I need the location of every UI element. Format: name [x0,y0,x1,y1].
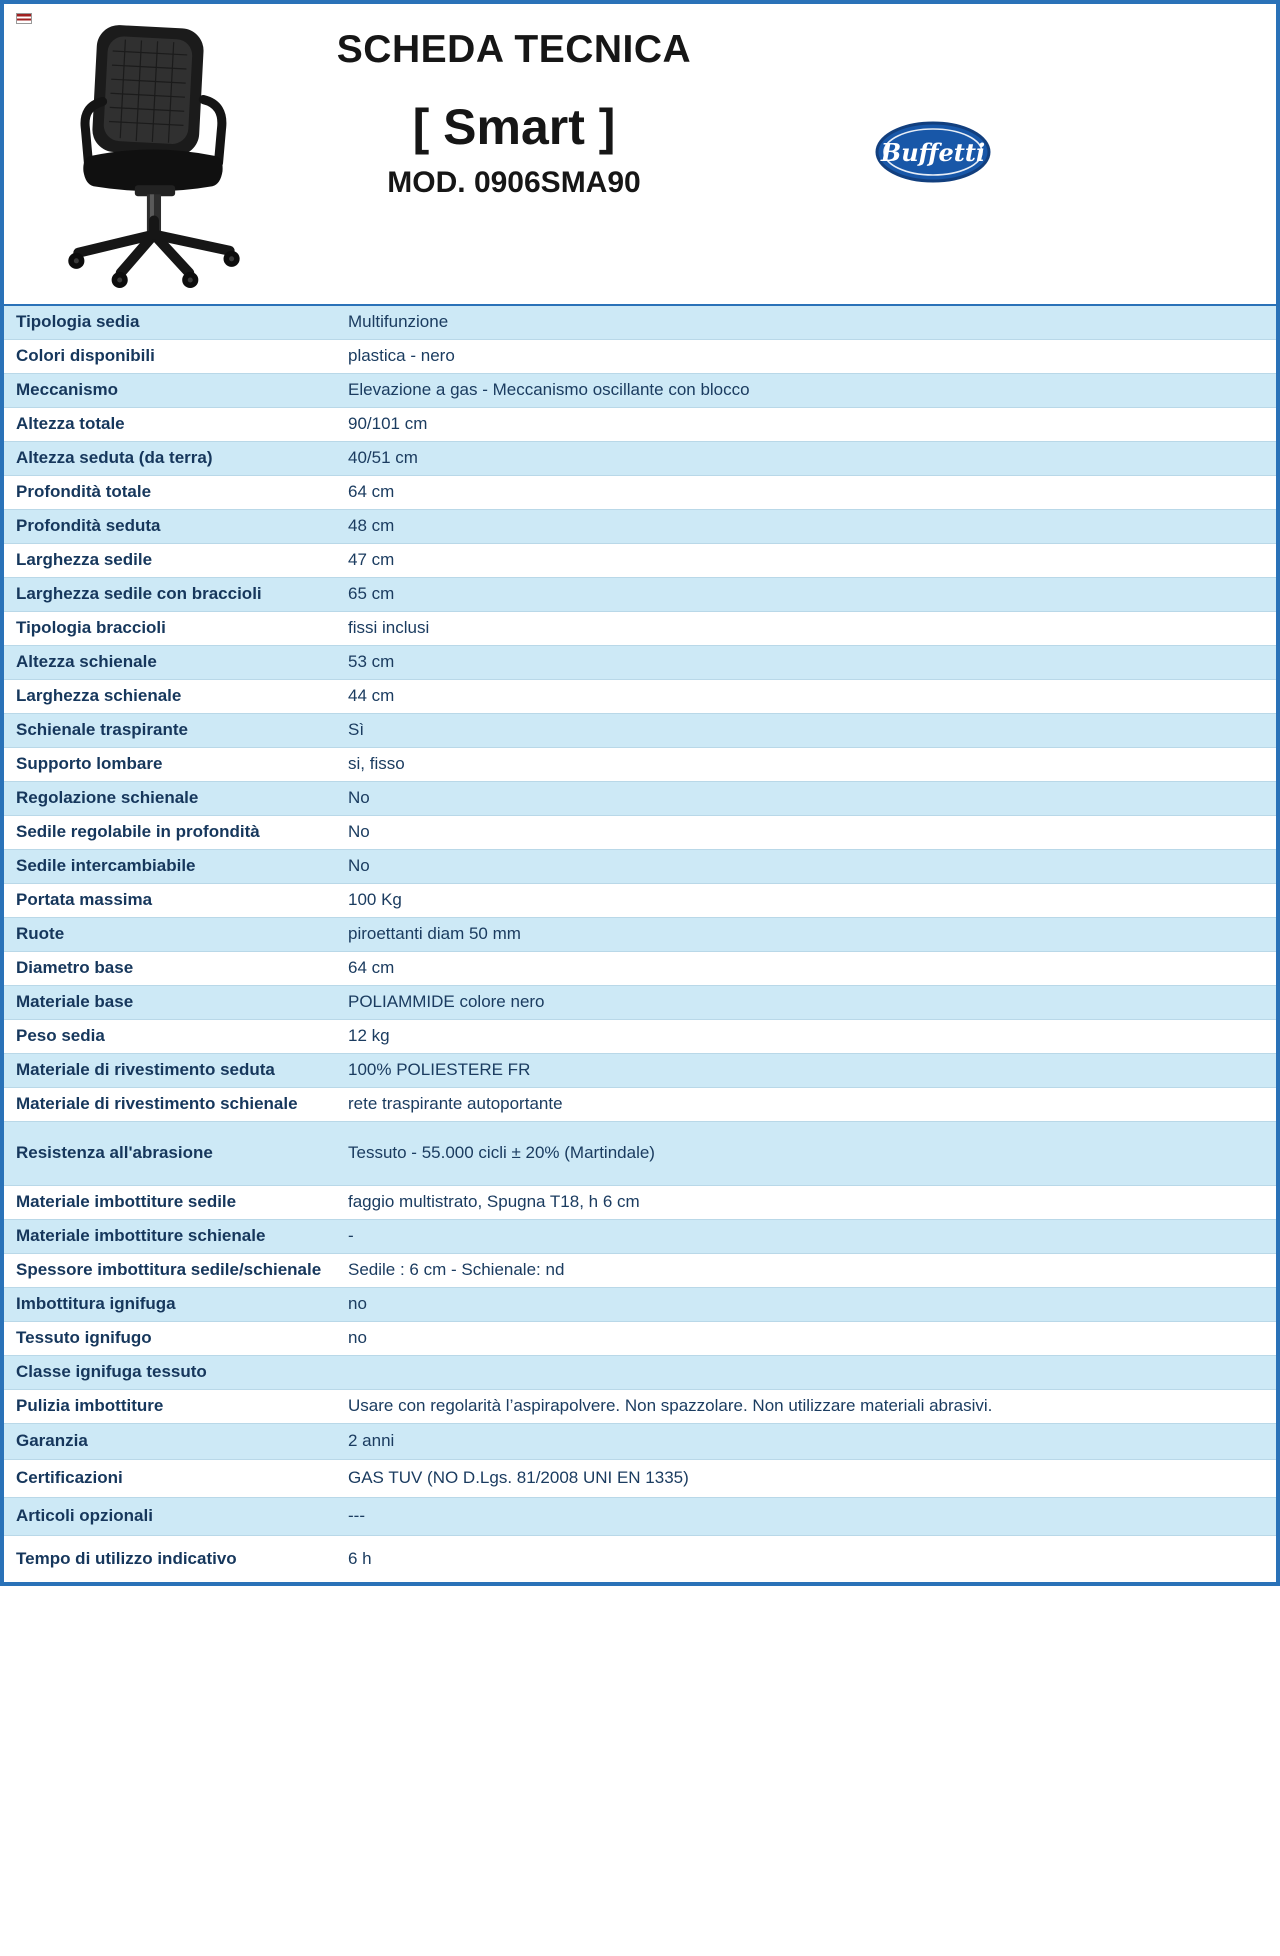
table-row [4,578,1276,612]
spec-value: No [348,788,370,808]
spec-value: 100 Kg [348,890,402,910]
spec-value: 65 cm [348,584,395,604]
spec-label: Meccanismo [16,380,119,400]
table-row [4,340,1276,374]
spec-value: faggio multistrato, Spugna T18, h 6 cm [348,1192,640,1212]
table-row [4,1322,1276,1356]
spec-label: Colori disponibili [16,346,155,366]
table-row [4,1356,1276,1390]
spec-value: rete traspirante autoportante [348,1094,563,1114]
table-row [4,1390,1276,1424]
buffetti-logo [874,120,992,184]
spec-value: No [348,822,370,842]
spec-label: Peso sedia [16,1026,105,1046]
table-row [4,884,1276,918]
table-row [4,1254,1276,1288]
spec-value: Elevazione a gas - Meccanismo oscillante con blocco [348,380,750,400]
spec-label: Pulizia imbottiture [16,1396,164,1416]
table-row [4,680,1276,714]
spec-label: Larghezza sedile [16,550,153,570]
spec-value: Usare con regolarità l’aspirapolvere. Non spazzolare. Non utilizzare materiali abrasivi. [348,1396,993,1416]
table-row [4,544,1276,578]
spec-value: 100% POLIESTERE FR [348,1060,531,1080]
table-row [4,1088,1276,1122]
spec-label: Regolazione schienale [16,788,199,808]
spec-value: 48 cm [348,516,395,536]
spec-value: 64 cm [348,482,395,502]
table-row [4,1536,1276,1582]
table-row [4,918,1276,952]
header [4,4,1276,304]
spec-value: piroettanti diam 50 mm [348,924,521,944]
spec-value: no [348,1294,367,1314]
table-row [4,1020,1276,1054]
spec-label: Resistenza all'abrasione [16,1143,213,1163]
spec-value: POLIAMMIDE colore nero [348,992,545,1012]
spec-value: si, fisso [348,754,405,774]
spec-label: Classe ignifuga tessuto [16,1362,207,1382]
spec-value: Tessuto - 55.000 cicli ± 20% (Martindale) [348,1143,655,1163]
spec-label: Materiale di rivestimento seduta [16,1060,275,1080]
spec-label: Tempo di utilizzo indicativo [16,1548,237,1568]
table-row [4,408,1276,442]
spec-label: Imbottitura ignifuga [16,1294,176,1314]
title-block [256,28,772,200]
table-row [4,442,1276,476]
spec-label: Tipologia sedia [16,312,140,332]
model-code: MOD. 0906SMA90 [387,166,641,199]
spec-label: Profondità seduta [16,516,161,536]
table-row [4,510,1276,544]
table-row [4,646,1276,680]
table-row [4,612,1276,646]
model-name: [ Smart ] [412,99,616,155]
table-row [4,1288,1276,1322]
sheet-title: SCHEDA TECNICA [336,28,692,71]
spec-label: Spessore imbottitura sedile/schienale [16,1260,322,1280]
spec-label: Schienale traspirante [16,720,188,740]
spec-label: Certificazioni [16,1468,123,1488]
spec-value: No [348,856,370,876]
spec-label: Larghezza schienale [16,686,182,706]
spec-label: Altezza seduta (da terra) [16,448,213,468]
spec-label: Supporto lombare [16,754,163,774]
table-row [4,1498,1276,1536]
spec-value: 2 anni [348,1431,395,1451]
spec-label: Ruote [16,924,65,944]
spec-label: Tipologia braccioli [16,618,166,638]
spec-label: Sedile regolabile in profondità [16,822,260,842]
spec-value: 12 kg [348,1026,390,1046]
spec-label: Garanzia [16,1431,88,1451]
spec-label: Articoli opzionali [16,1506,153,1526]
spec-label: Profondità totale [16,482,152,502]
spec-value: Multifunzione [348,312,449,332]
spec-label: Portata massima [16,890,153,910]
table-row [4,714,1276,748]
spec-value: no [348,1328,367,1348]
table-row [4,748,1276,782]
table-row [4,850,1276,884]
spec-label: Altezza schienale [16,652,157,672]
spec-label: Tessuto ignifugo [16,1328,152,1348]
table-row [4,816,1276,850]
spec-value: 6 h [348,1548,372,1568]
spec-table [4,304,1276,1582]
spec-value: 64 cm [348,958,395,978]
table-row [4,1186,1276,1220]
spec-value: GAS TUV (NO D.Lgs. 81/2008 UNI EN 1335) [348,1468,689,1488]
spec-value: fissi inclusi [348,618,430,638]
table-row [4,1220,1276,1254]
spec-value: --- [348,1506,365,1526]
flag-icon [16,13,32,24]
spec-value: 47 cm [348,550,395,570]
table-row [4,374,1276,408]
spec-value: plastica - nero [348,346,455,366]
spec-label: Materiale imbottiture sedile [16,1192,237,1212]
table-row [4,1424,1276,1460]
table-row [4,1122,1276,1186]
spec-value: 40/51 cm [348,448,418,468]
spec-value: 90/101 cm [348,414,428,434]
spec-label: Sedile intercambiabile [16,856,196,876]
table-row [4,952,1276,986]
spec-value: - [348,1226,354,1246]
spec-label: Materiale di rivestimento schienale [16,1094,298,1114]
spec-label: Materiale imbottiture schienale [16,1226,266,1246]
table-row [4,782,1276,816]
spec-label: Altezza totale [16,414,125,434]
table-row [4,1054,1276,1088]
buffetti-logo-text: Buffetti [880,138,986,167]
table-row [4,476,1276,510]
spec-label: Materiale base [16,992,134,1012]
spec-value: 53 cm [348,652,395,672]
table-row [4,306,1276,340]
spec-label: Larghezza sedile con braccioli [16,584,262,604]
spec-label: Diametro base [16,958,134,978]
spec-value: Sedile : 6 cm - Schienale: nd [348,1260,565,1280]
spec-value: Sì [348,720,365,740]
table-row [4,986,1276,1020]
spec-value: 44 cm [348,686,395,706]
table-row [4,1460,1276,1498]
spec-value [348,1371,1276,1375]
office-chair-product-image [32,20,284,294]
